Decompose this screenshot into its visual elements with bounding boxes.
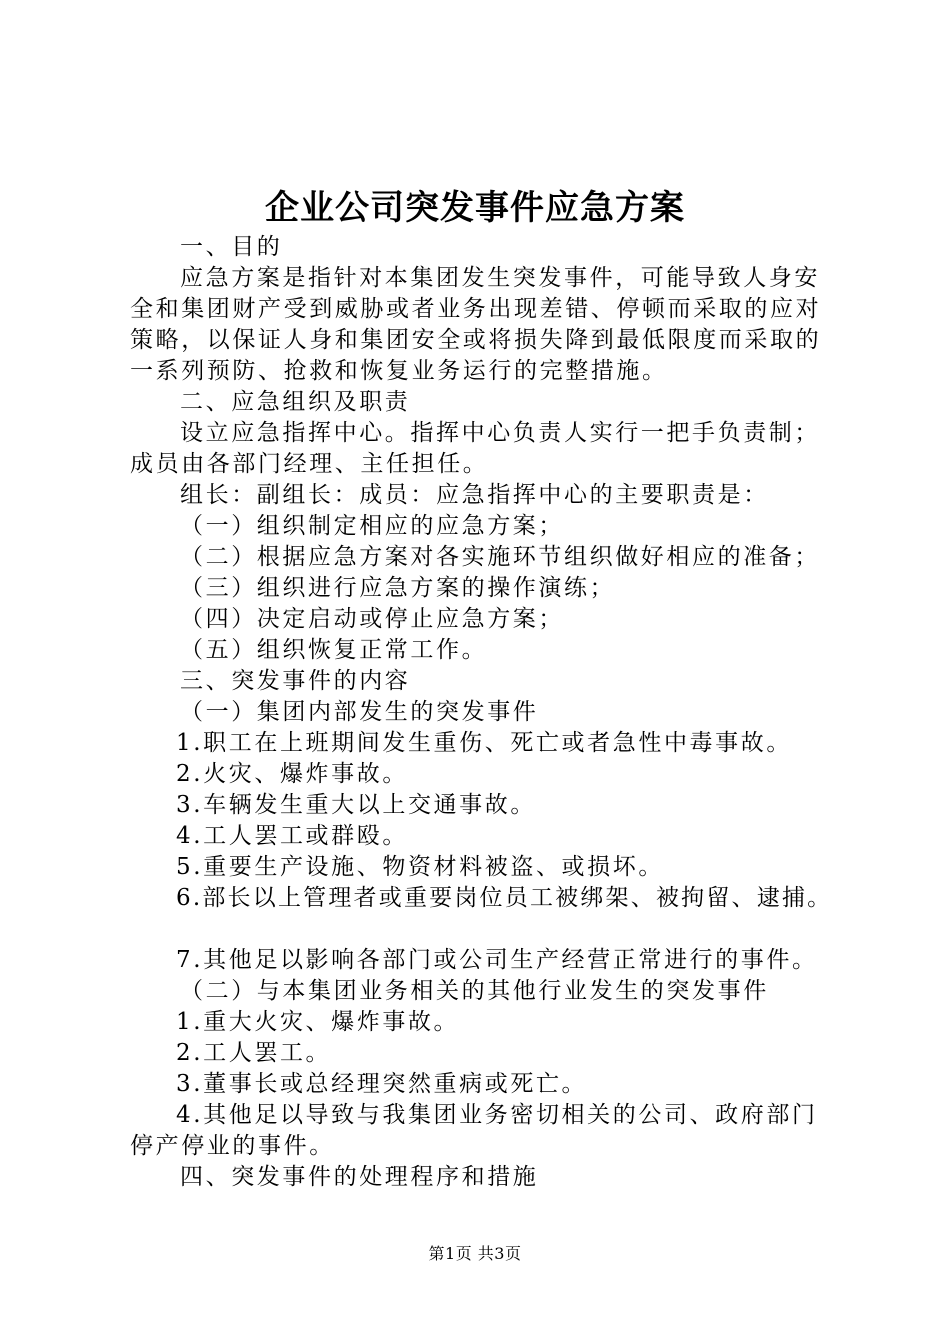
body-line: 2.火灾、爆炸事故。 [176,761,408,787]
body-line: 4.工人罢工或群殴。 [176,823,408,849]
body-line: 6.部长以上管理者或重要岗位员工被绑架、被拘留、逮捕。 [176,885,833,911]
body-line: 成员由各部门经理、主任担任。 [130,451,489,477]
body-line: （四）决定启动或停止应急方案； [180,606,564,632]
body-line: 组长：副组长：成员：应急指挥中心的主要职责是： [180,482,769,508]
page-footer: 第1页 共3页 [428,1244,522,1263]
body-line: （五）组织恢复正常工作。 [180,637,488,663]
body-line: 3.董事长或总经理突然重病或死亡。 [176,1071,588,1097]
body-line: （三）组织进行应急方案的操作演练； [180,575,616,601]
body-line: 应急方案是指针对本集团发生突发事件，可能导致人身安 [180,265,820,291]
blank-line [130,914,830,945]
body-line: 5.重要生产设施、物资材料被盗、或损坏。 [176,854,664,880]
body-line: （一）集团内部发生的突发事件 [180,699,539,725]
body-line: 策略，以保证人身和集团安全或将损失降到最低限度而采取的 [130,327,822,353]
document-title: 企业公司突发事件应急方案 [265,188,685,228]
body-line: 一、目的 [180,234,283,260]
body-line: 三、突发事件的内容 [180,668,411,694]
body-line: 停产停业的事件。 [130,1133,335,1159]
body-line: 2.工人罢工。 [176,1040,332,1066]
body-line: 二、应急组织及职责 [180,389,411,415]
body-line: 全和集团财产受到威胁或者业务出现差错、停顿而采取的应对 [130,296,822,322]
body-line: 设立应急指挥中心。指挥中心负责人实行一把手负责制； [180,420,820,446]
body-line: 1.重大火灾、爆炸事故。 [176,1009,460,1035]
body-line: 四、突发事件的处理程序和措施 [180,1164,539,1190]
body-line: 1.职工在上班期间发生重伤、死亡或者急性中毒事故。 [176,730,792,756]
body-line: 一系列预防、抢救和恢复业务运行的完整措施。 [130,358,668,384]
body-line: （二）与本集团业务相关的其他行业发生的突发事件 [180,978,769,1004]
body-line: （一）组织制定相应的应急方案； [180,513,564,539]
body-line: 3.车辆发生重大以上交通事故。 [176,792,536,818]
body-line: （二）根据应急方案对各实施环节组织做好相应的准备； [180,544,820,570]
document-body [130,232,833,1193]
body-line: 7.其他足以影响各部门或公司生产经营正常进行的事件。 [176,947,818,973]
body-line: 4.其他足以导致与我集团业务密切相关的公司、政府部门 [176,1102,818,1128]
